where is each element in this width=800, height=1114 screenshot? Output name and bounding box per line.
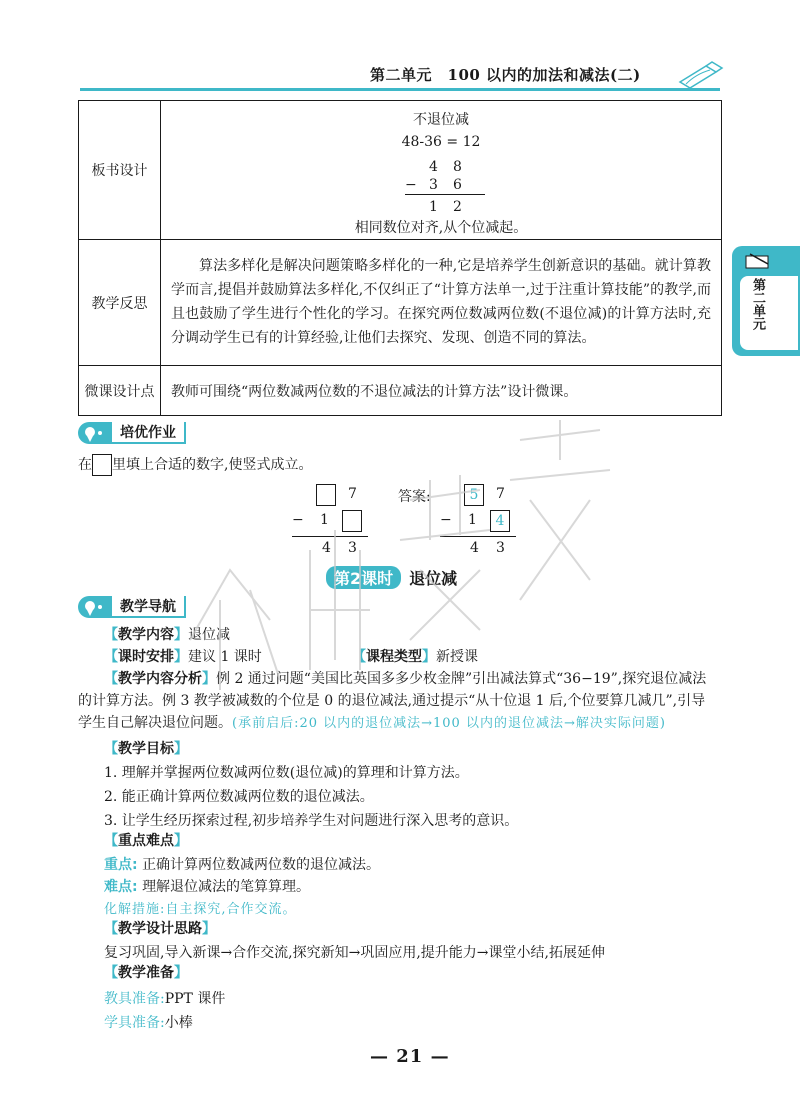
table-row xyxy=(79,240,722,366)
row-label-board-design: 板书设计 xyxy=(79,101,161,240)
lesson-number-pill: 第2课时 xyxy=(326,566,401,589)
board-title: 不退位减 xyxy=(413,112,469,128)
reflection-text: 算法多样化是解决问题策略多样化的一种,它是培养学生创新意识的基础。就计算教学而言,提倡并鼓励算法多样化,不仅纠正了“计算方法单一,过于注重计算技能”的教学,而且也鼓励了学生进行个性化的学习。在探究两位数减两位数(不退位减)的计算方法时,充分调动学生已有的计算经验,让他们去探究、发现、创造不同的算法。 xyxy=(161,240,722,366)
board-equation: 48-36 = 12 xyxy=(401,134,481,150)
schedule-row: 【课时安排】建议 1 课时 xyxy=(104,649,262,665)
vertical-rule xyxy=(292,536,368,537)
lesson-design-table xyxy=(78,100,722,416)
goals-heading: 【教学目标】 xyxy=(104,741,188,757)
analysis-row: 【教学内容分析】例 2 通过问题“美国比英国多多少枚金牌”引出减法算式“36−19”,探究退位减法 xyxy=(104,671,707,687)
keypoints-heading: 【重点难点】 xyxy=(104,833,188,849)
resolve-hint: 化解措施:自主探究,合作交流。 xyxy=(104,902,297,917)
difficult-point: 难点: 理解退位减法的笔算算理。 xyxy=(104,879,311,895)
type-row: 【课程类型】新授课 xyxy=(352,649,478,665)
lesson-title: 退位减 xyxy=(409,569,458,588)
vertical-subtraction: 4 8 − 3 6 1 2 xyxy=(405,159,462,215)
homework-badge-label: 培优作业 xyxy=(112,422,186,444)
analysis-line-3: 学生自己解决退位问题。(承前启后:20 以内的退位减法→100 以内的退位减法→解决实际问题) xyxy=(78,715,666,731)
answer-label: 答案: xyxy=(398,489,431,505)
vertical-rule xyxy=(405,194,485,195)
pencil-decoration-icon xyxy=(676,60,724,88)
content-row: 【教学内容】退位减 xyxy=(104,627,230,643)
location-pin-icon xyxy=(78,596,112,618)
student-prep: 学具准备:小棒 xyxy=(104,1015,193,1031)
blank-box xyxy=(92,454,112,476)
table-row xyxy=(79,101,722,240)
key-point: 重点: 正确计算两位数减两位数的退位减法。 xyxy=(104,857,381,873)
goal-item: 2. 能正确计算两位数减两位数的退位减法。 xyxy=(104,789,374,805)
homework-answer: 5 7 − 1 4 4 3 xyxy=(440,484,520,564)
vertical-rule xyxy=(440,536,516,537)
design-heading: 【教学设计思路】 xyxy=(104,921,216,937)
answer-blank-tens[interactable] xyxy=(316,484,336,506)
goal-item: 1. 理解并掌握两位数减两位数(退位减)的算理和计算方法。 xyxy=(104,765,469,781)
guide-badge-label: 教学导航 xyxy=(112,596,186,618)
answer-tens-box: 5 xyxy=(464,484,484,506)
analysis-line-2: 的计算方法。例 3 教学被减数的个位是 0 的退位减法,通过提示“从十位退 1 后,个位要算几减几”,引导 xyxy=(78,693,706,709)
page-number: — 21 — xyxy=(370,1046,450,1067)
teacher-prep: 教具准备:PPT 课件 xyxy=(104,991,226,1007)
header-divider xyxy=(80,88,720,91)
board-note: 相同数位对齐,从个位减起。 xyxy=(354,220,528,236)
micro-lesson-text: 教师可围绕“两位数减两位数的不退位减法的计算方法”设计微课。 xyxy=(161,366,722,416)
design-flow: 复习巩固,导入新课→合作交流,探究新知→巩固应用,提升能力→课堂小结,拓展延伸 xyxy=(104,945,605,961)
prep-heading: 【教学准备】 xyxy=(104,965,188,981)
goal-item: 3. 让学生经历探索过程,初步培养学生对问题进行深入思考的意识。 xyxy=(104,813,519,829)
lesson-heading xyxy=(326,566,457,589)
row-label-reflection: 教学反思 xyxy=(79,240,161,366)
homework-instruction: 在 里填上合适的数字,使竖式成立。 xyxy=(78,454,312,476)
side-tab-label: 第二单元 xyxy=(750,278,765,330)
homework-problem: 7 − 1 4 3 xyxy=(292,484,372,564)
location-pin-icon xyxy=(78,422,112,444)
answer-blank-ones[interactable] xyxy=(342,510,362,532)
table-row xyxy=(79,366,722,416)
row-label-micro-lesson: 微课设计点 xyxy=(79,366,161,416)
book-pencil-icon xyxy=(744,250,774,272)
answer-ones-box: 4 xyxy=(490,510,510,532)
unit-header-title: 第二单元 100 以内的加法和减法(二) xyxy=(370,66,641,84)
